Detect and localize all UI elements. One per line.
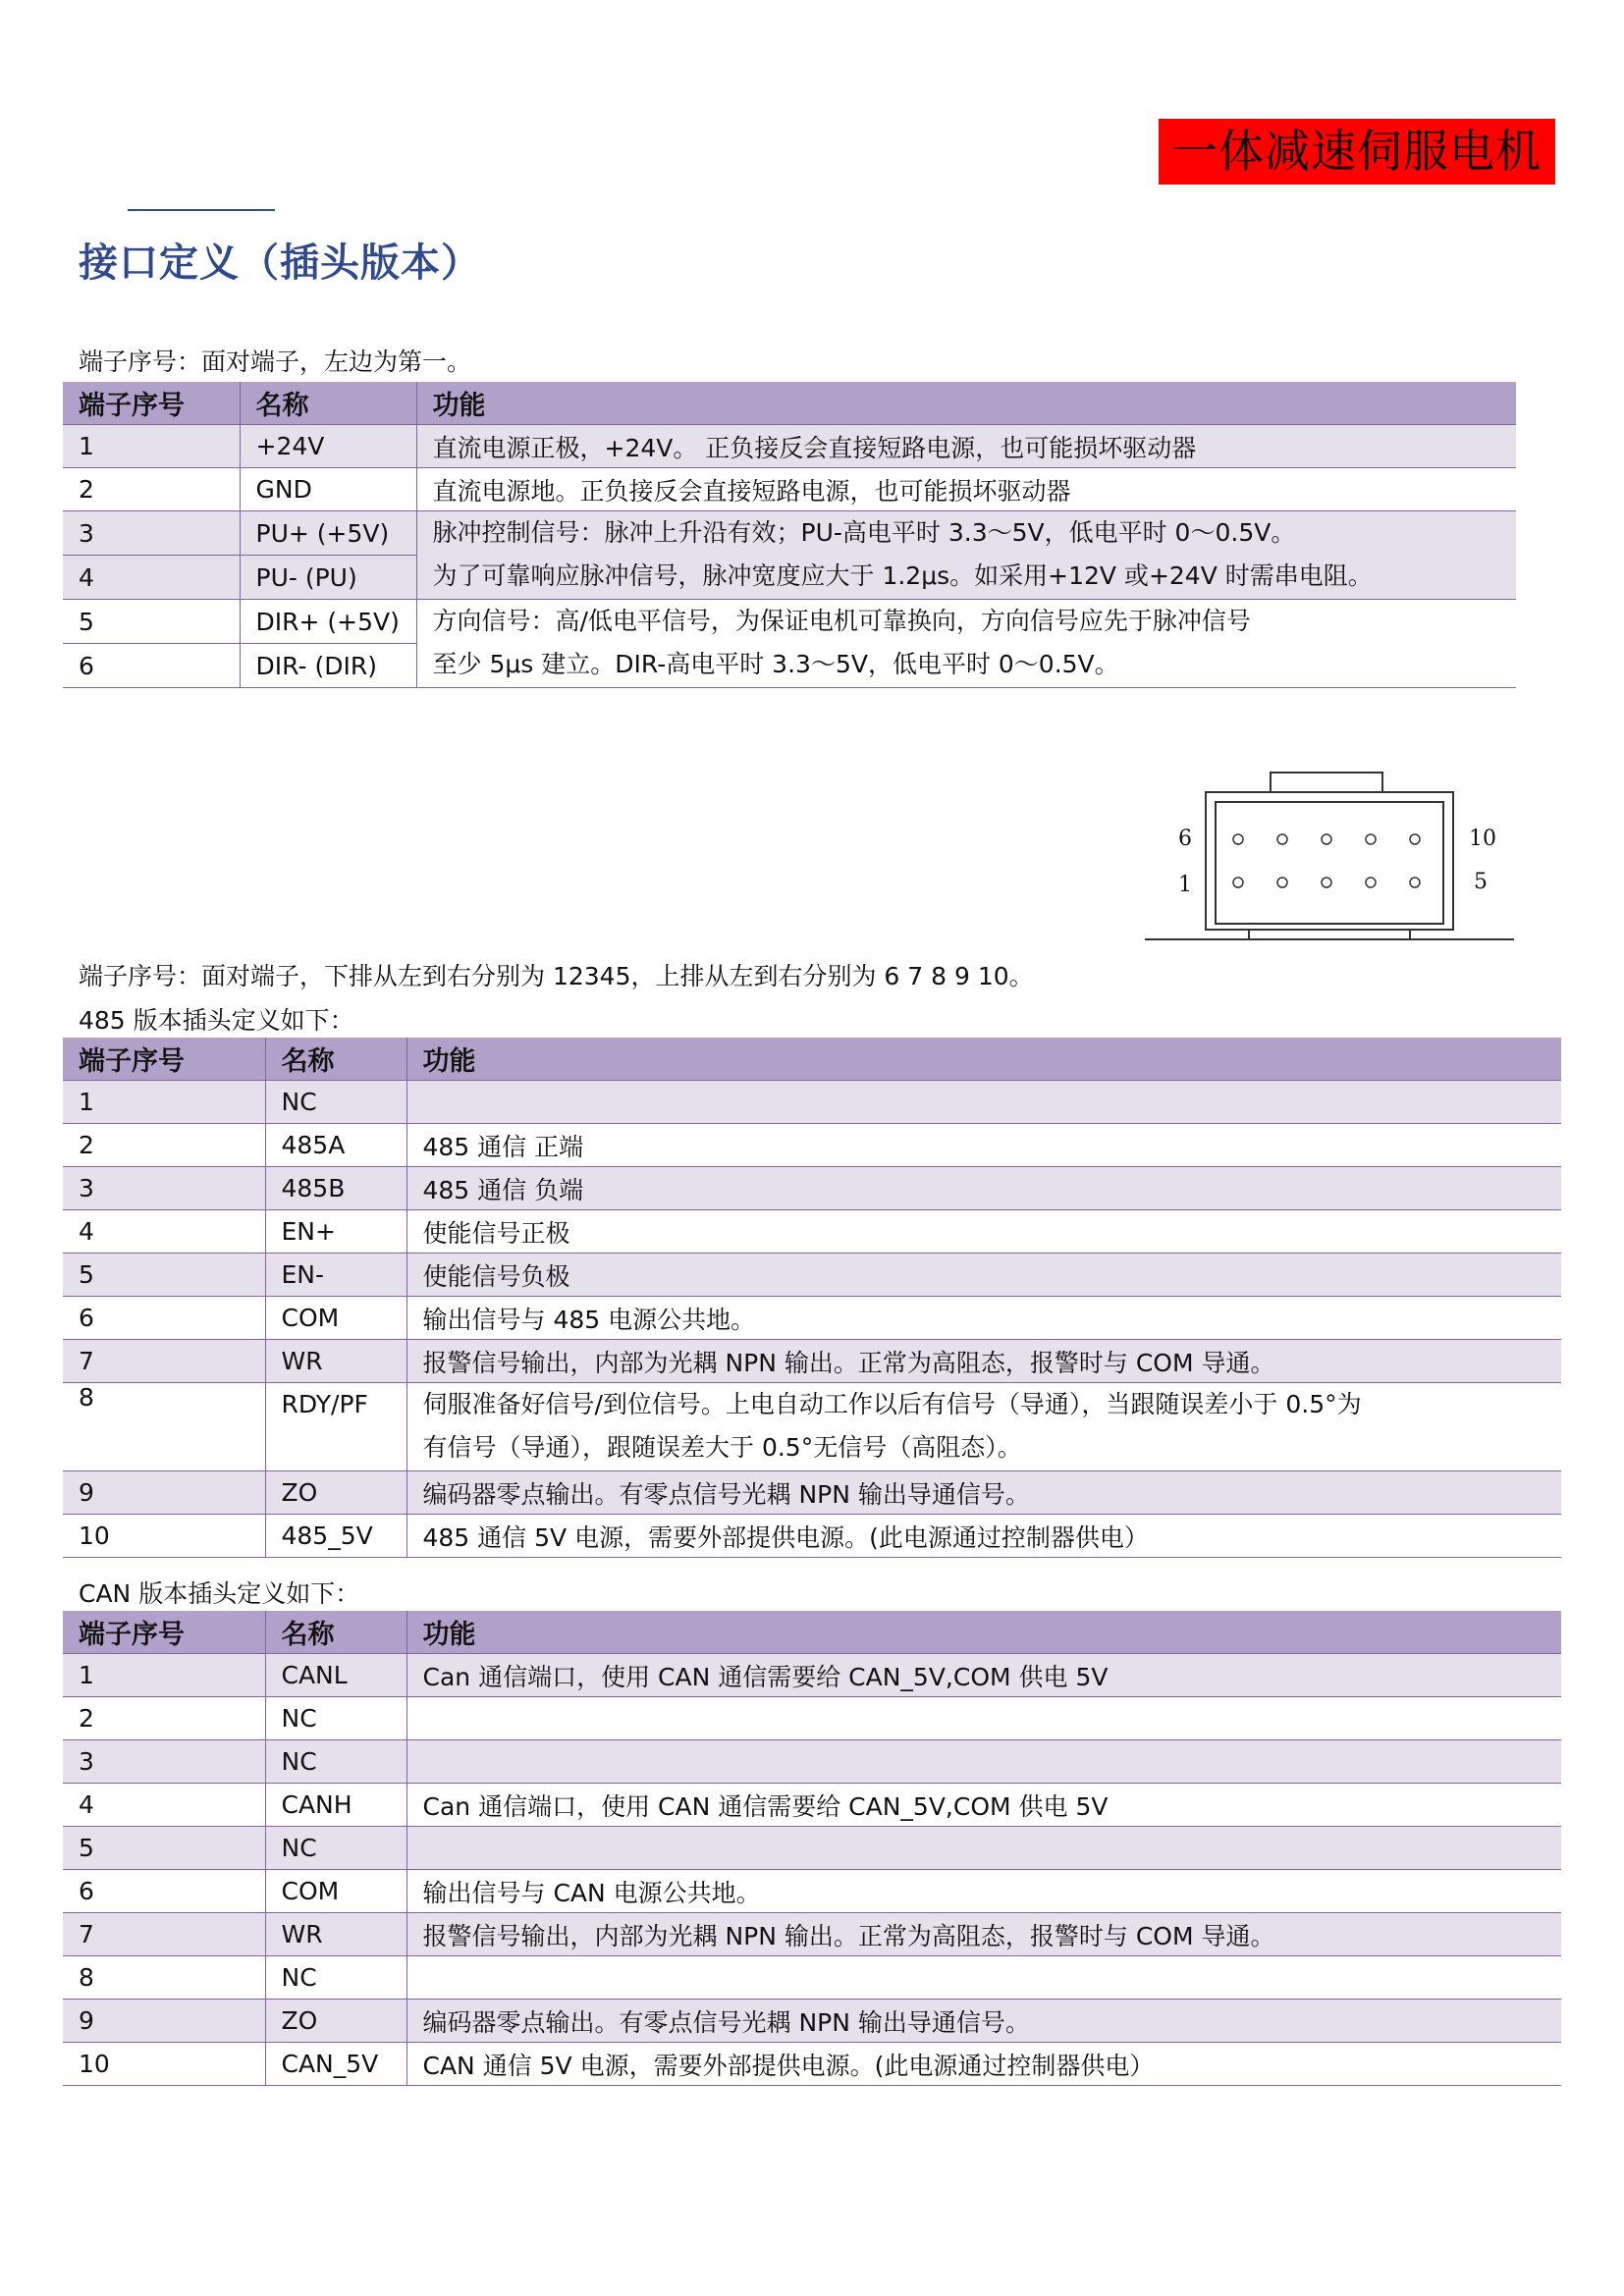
pin-function — [406, 1383, 1561, 1471]
pin-name: COM — [265, 1297, 406, 1340]
pin-name: PU- (PU) — [240, 556, 416, 600]
pin-hole — [1366, 834, 1376, 844]
table-header-row — [63, 382, 1516, 425]
pulse-desc-line: 为了可靠响应脉冲信号，脉冲宽度应大于 1.2μs。如采用+12V 或+24V 时需串电阻。 — [432, 561, 1373, 590]
pin-name: 485A — [265, 1124, 406, 1167]
table-row — [63, 600, 1516, 644]
pin-function: 485 通信 5V 电源，需要外部提供电源。(此电源通过控制器供电） — [406, 1515, 1561, 1558]
tablecan-note: CAN 版本插头定义如下： — [79, 1579, 360, 1608]
pin-number: 10 — [63, 1515, 265, 1558]
pin-name: WR — [265, 1340, 406, 1383]
table-row — [63, 2000, 1561, 2043]
pin-number: 6 — [63, 644, 240, 688]
col-header-func: 功能 — [406, 1038, 1561, 1081]
table-row — [63, 1784, 1561, 1827]
table-row — [63, 1210, 1561, 1254]
table-row — [63, 1913, 1561, 1956]
pin-function: 编码器零点输出。有零点信号光耦 NPN 输出导通信号。 — [406, 2000, 1561, 2043]
pin-hole — [1366, 878, 1376, 887]
table-row — [63, 1124, 1561, 1167]
pin-function — [406, 1740, 1561, 1784]
pin-function: Can 通信端口，使用 CAN 通信需要给 CAN_5V,COM 供电 5V — [406, 1784, 1561, 1827]
table-header-row — [63, 1611, 1561, 1654]
pin-function: 报警信号输出，内部为光耦 NPN 输出。正常为高阻态，报警时与 COM 导通。 — [406, 1340, 1561, 1383]
pin-hole — [1322, 834, 1331, 844]
pin-number: 3 — [63, 511, 240, 556]
connector-inner-shell — [1216, 802, 1443, 924]
col-header-name: 名称 — [240, 382, 416, 425]
connector-latch — [1271, 773, 1382, 792]
table-row — [63, 1697, 1561, 1740]
table-row — [63, 511, 1516, 556]
col-header-func: 功能 — [416, 382, 1516, 425]
pin-name: EN- — [265, 1254, 406, 1297]
table-row — [63, 1870, 1561, 1913]
col-header-num: 端子序号 — [63, 1611, 265, 1654]
pin-hole — [1277, 878, 1287, 887]
col-header-func: 功能 — [406, 1611, 1561, 1654]
table-row — [63, 425, 1516, 468]
pin-name: CANL — [265, 1654, 406, 1697]
pin-hole — [1233, 834, 1243, 844]
pin-number: 6 — [63, 1870, 265, 1913]
pin-hole — [1410, 834, 1420, 844]
pin-number: 2 — [63, 1124, 265, 1167]
connector-diagram — [1139, 766, 1522, 962]
pin-function-line: 伺服准备好信号/到位信号。上电自动工作以后有信号（导通），当跟随误差小于 0.5°为 — [422, 1390, 1362, 1418]
rs485-pin-table — [63, 1038, 1561, 1558]
pin-function: 输出信号与 CAN 电源公共地。 — [406, 1870, 1561, 1913]
can-pin-table — [63, 1611, 1561, 2086]
pin-name: GND — [240, 468, 416, 511]
section-title: 接口定义（插头版本） — [79, 240, 481, 286]
brand-title: 一体减速伺服电机 — [1159, 119, 1555, 185]
pin-number: 7 — [63, 1913, 265, 1956]
pin-label-5: 5 — [1474, 870, 1488, 894]
pin-number: 8 — [63, 1956, 265, 2000]
pin-label-6: 6 — [1178, 827, 1192, 851]
pin-name: +24V — [240, 425, 416, 468]
table485-note: 485 版本插头定义如下： — [79, 1006, 354, 1035]
pin-name — [265, 1383, 406, 1471]
pin-row-top — [1233, 834, 1420, 844]
table-row — [63, 1956, 1561, 2000]
pin-number: 5 — [63, 1254, 265, 1297]
table-row — [63, 1297, 1561, 1340]
pin-number: 2 — [63, 1697, 265, 1740]
pin-number: 1 — [63, 1654, 265, 1697]
pin-name: 485_5V — [265, 1515, 406, 1558]
pin-number: 1 — [63, 1081, 265, 1124]
pin-name: DIR- (DIR) — [240, 644, 416, 688]
pin-function: 485 通信 正端 — [406, 1124, 1561, 1167]
pin-number: 4 — [63, 1784, 265, 1827]
col-header-num: 端子序号 — [63, 382, 240, 425]
pin-function: 直流电源地。正负接反会直接短路电源，也可能损坏驱动器 — [416, 468, 1516, 511]
pin-name: COM — [265, 1870, 406, 1913]
col-header-name: 名称 — [265, 1611, 406, 1654]
pin-function — [406, 1956, 1561, 2000]
pin-function: CAN 通信 5V 电源，需要外部提供电源。(此电源通过控制器供电） — [406, 2043, 1561, 2086]
table-row — [63, 1827, 1561, 1870]
pin-name: NC — [265, 1740, 406, 1784]
pin-name: NC — [265, 1827, 406, 1870]
table-header-row — [63, 1038, 1561, 1081]
dir-desc-line: 至少 5μs 建立。DIR-高电平时 3.3～5V，低电平时 0～0.5V。 — [432, 650, 1119, 678]
pin-number: 9 — [63, 2000, 265, 2043]
heading-rule — [128, 209, 275, 211]
pin-hole — [1410, 878, 1420, 887]
table-row — [63, 2043, 1561, 2086]
pin-number: 2 — [63, 468, 240, 511]
table-row — [63, 1740, 1561, 1784]
pin-name: NC — [265, 1956, 406, 2000]
pin-function-line: 有信号（导通），跟随误差大于 0.5°无信号（高阻态）。 — [422, 1433, 1022, 1462]
table-row — [63, 1471, 1561, 1515]
pin-number: 3 — [63, 1167, 265, 1210]
pin-function — [406, 1081, 1561, 1124]
pin-number: 4 — [63, 556, 240, 600]
pulse-desc-line: 脉冲控制信号：脉冲上升沿有效；PU-高电平时 3.3～5V，低电平时 0～0.5V。 — [432, 518, 1296, 547]
table-row — [63, 1081, 1561, 1124]
pulse-description — [416, 511, 1516, 600]
table-row — [63, 1383, 1561, 1471]
dir-desc-line: 方向信号：高/低电平信号，为保证电机可靠换向，方向信号应先于脉冲信号 — [432, 607, 1251, 635]
pin-function: 485 通信 负端 — [406, 1167, 1561, 1210]
pin-name: WR — [265, 1913, 406, 1956]
pin-function — [406, 1697, 1561, 1740]
pin-label-10: 10 — [1469, 827, 1496, 851]
pin-name: NC — [265, 1081, 406, 1124]
pin-name: ZO — [265, 2000, 406, 2043]
pin-number: 9 — [63, 1471, 265, 1515]
pin-number: 6 — [63, 1297, 265, 1340]
connector-outer-shell — [1206, 792, 1453, 930]
pin-number: 10 — [63, 2043, 265, 2086]
table-row — [63, 1515, 1561, 1558]
power-signal-table — [63, 382, 1516, 688]
pin-name-text: RDY/PF — [281, 1390, 368, 1418]
pin-label-1: 1 — [1178, 873, 1192, 897]
col-header-num: 端子序号 — [63, 1038, 265, 1081]
table-row — [63, 468, 1516, 511]
pin-function: 使能信号负极 — [406, 1254, 1561, 1297]
direction-description — [416, 600, 1516, 688]
pin-function: 直流电源正极，+24V。 正负接反会直接短路电源，也可能损坏驱动器 — [416, 425, 1516, 468]
pin-name: 485B — [265, 1167, 406, 1210]
pin-number: 1 — [63, 425, 240, 468]
pin-function: 报警信号输出，内部为光耦 NPN 输出。正常为高阻态，报警时与 COM 导通。 — [406, 1913, 1561, 1956]
pin-function: Can 通信端口，使用 CAN 通信需要给 CAN_5V,COM 供电 5V — [406, 1654, 1561, 1697]
pin-number: 4 — [63, 1210, 265, 1254]
terminal-order-note: 端子序号：面对端子，下排从左到右分别为 12345，上排从左到右分别为 6 7 8 9 10。 — [79, 962, 1034, 990]
pin-number: 8 — [63, 1383, 265, 1471]
pin-number: 3 — [63, 1740, 265, 1784]
pin-name: PU+ (+5V) — [240, 511, 416, 556]
pin-name: EN+ — [265, 1210, 406, 1254]
pin-name: ZO — [265, 1471, 406, 1515]
pin-function — [406, 1827, 1561, 1870]
connector-base — [1249, 930, 1410, 939]
pin-hole — [1277, 834, 1287, 844]
pin-number: 7 — [63, 1340, 265, 1383]
table-row — [63, 1254, 1561, 1297]
pin-name: DIR+ (+5V) — [240, 600, 416, 644]
pin-number: 5 — [63, 600, 240, 644]
pin-function: 使能信号正极 — [406, 1210, 1561, 1254]
pin-number: 5 — [63, 1827, 265, 1870]
pin-row-bottom — [1233, 878, 1420, 887]
pin-function: 输出信号与 485 电源公共地。 — [406, 1297, 1561, 1340]
pin-name: CAN_5V — [265, 2043, 406, 2086]
col-header-name: 名称 — [265, 1038, 406, 1081]
table-row — [63, 1340, 1561, 1383]
pin-function: 编码器零点输出。有零点信号光耦 NPN 输出导通信号。 — [406, 1471, 1561, 1515]
table-row — [63, 1654, 1561, 1697]
table-row — [63, 1167, 1561, 1210]
pin-name: NC — [265, 1697, 406, 1740]
table1-note: 端子序号：面对端子，左边为第一。 — [79, 347, 472, 376]
pin-hole — [1233, 878, 1243, 887]
pin-hole — [1322, 878, 1331, 887]
pin-name: CANH — [265, 1784, 406, 1827]
